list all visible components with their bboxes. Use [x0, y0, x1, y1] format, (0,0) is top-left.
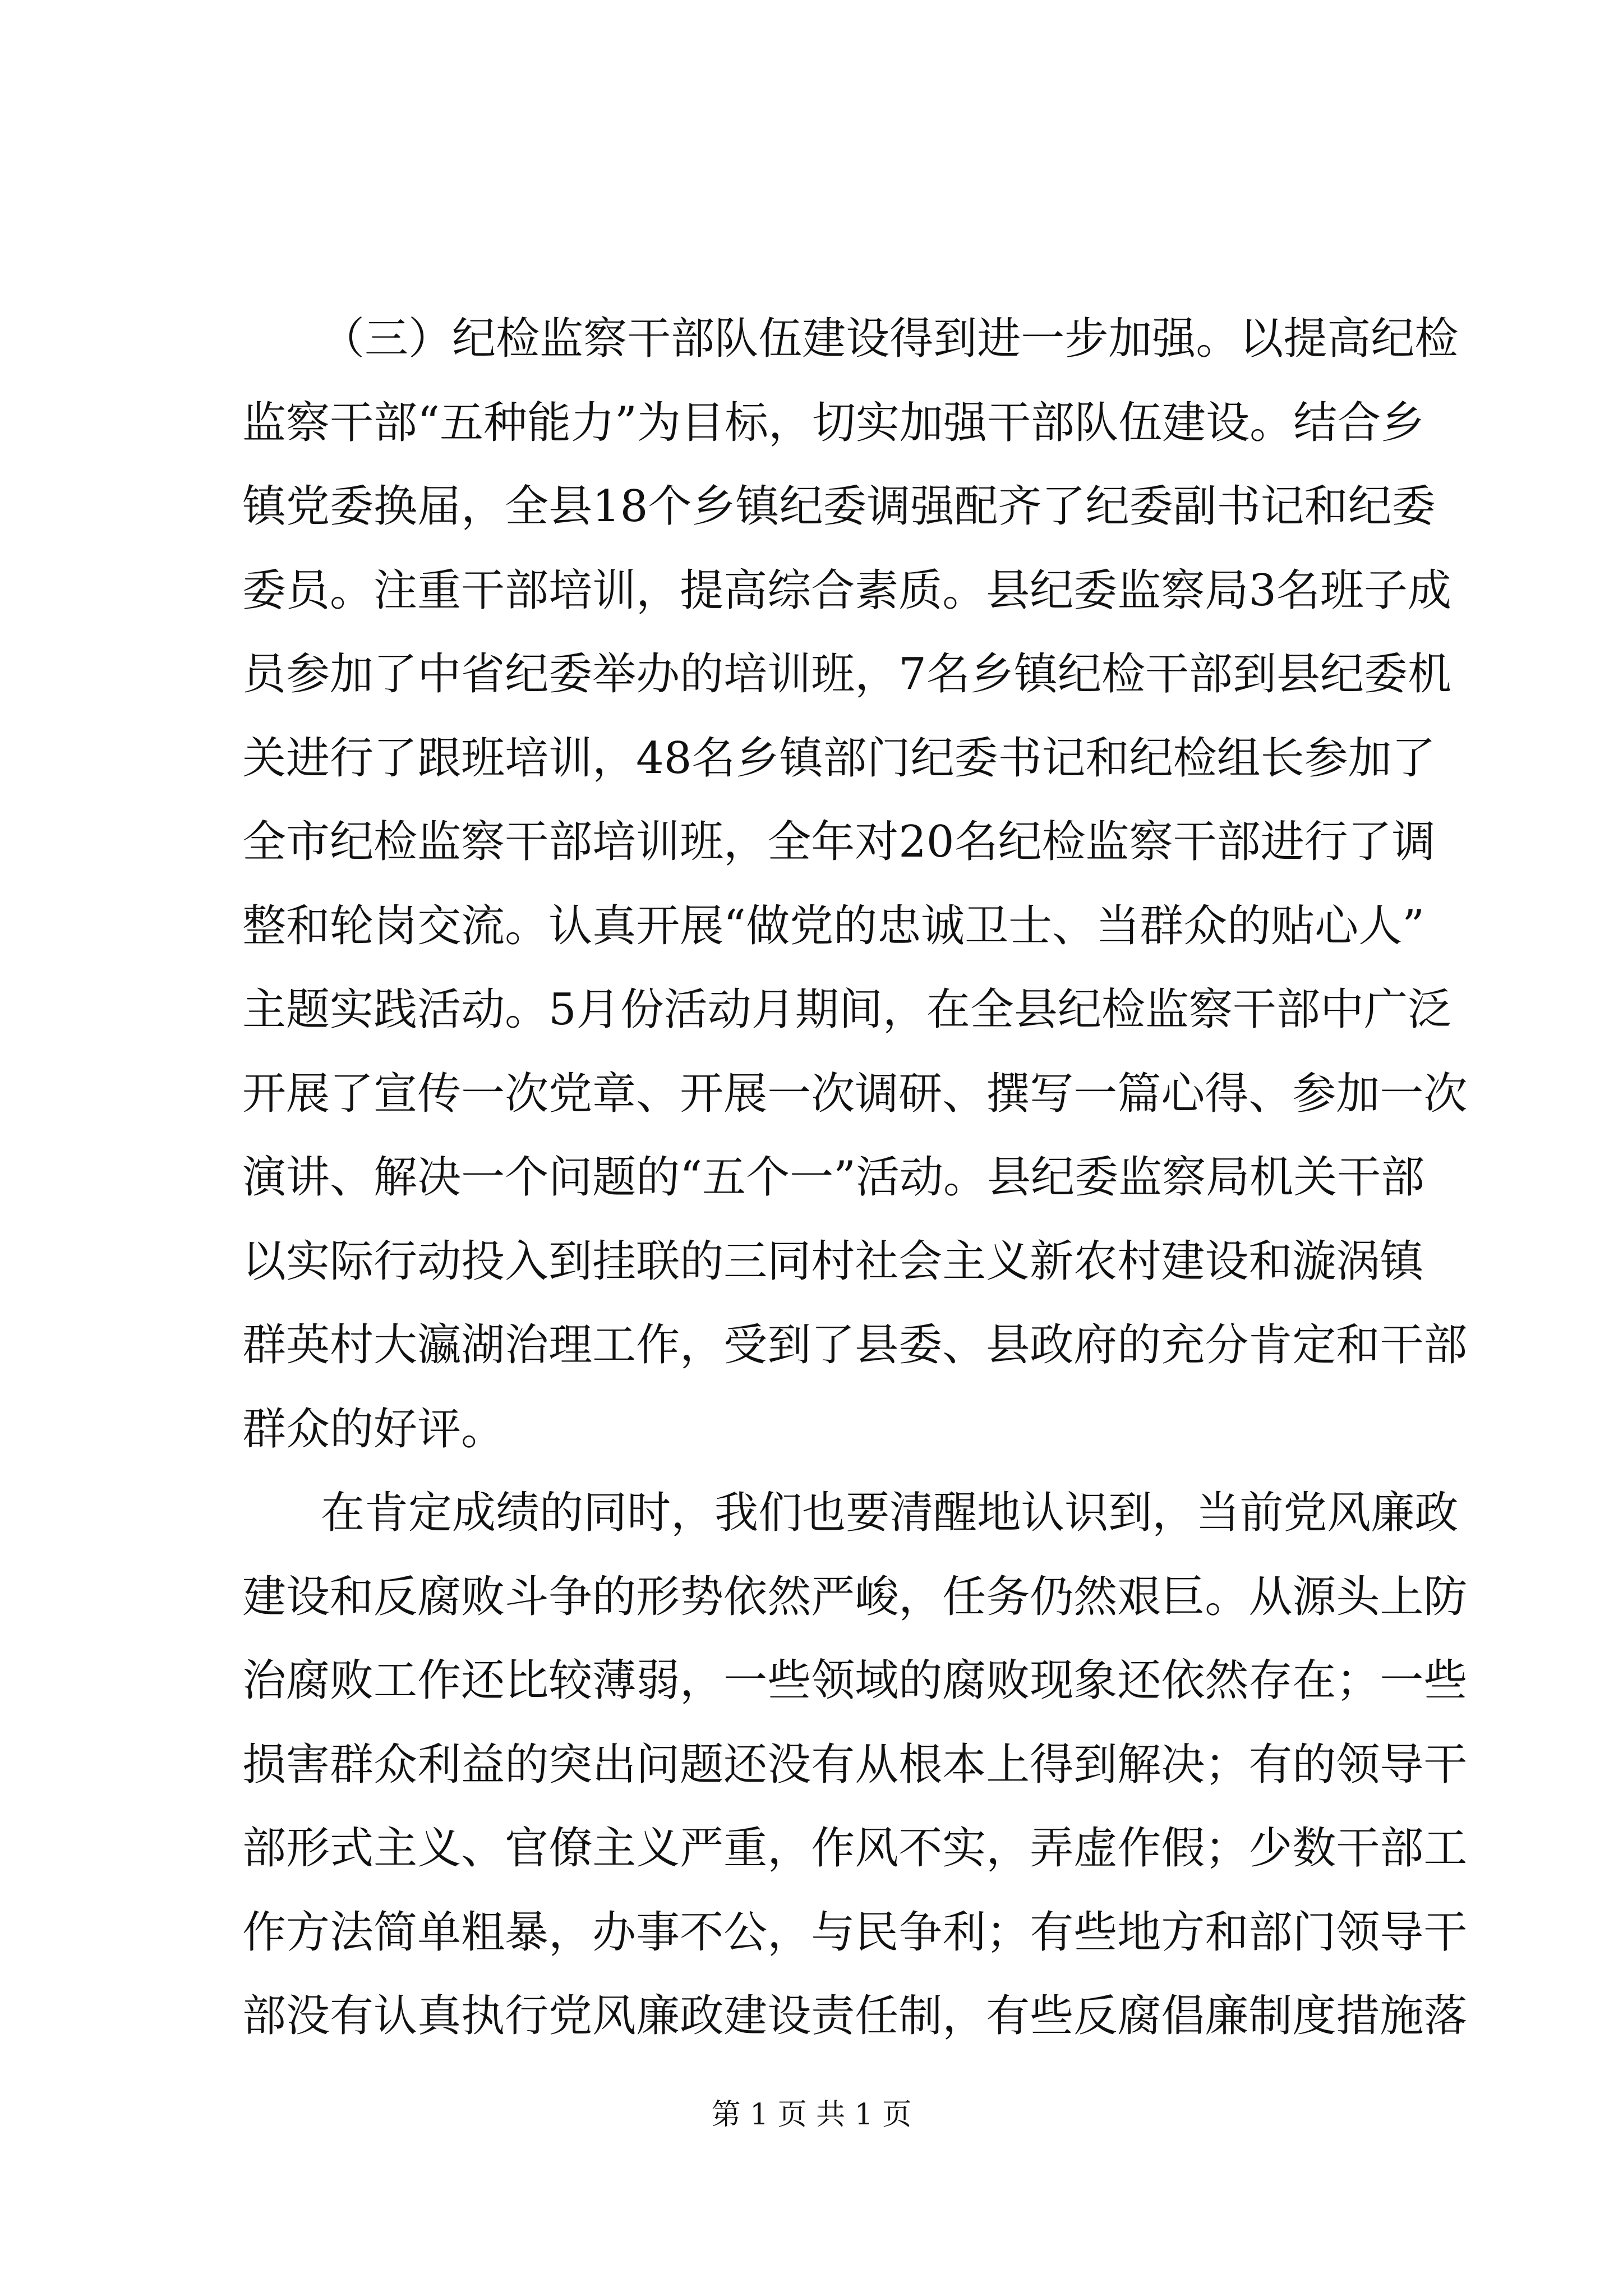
- text-line: 部 形 式 主 义 、 官 僚 主 义 严 重 ， 作 风 不 实 ， 弄 虚 作 假 ； 少 数 干 部 工: [242, 1823, 1468, 1874]
- text-line: 治 腐 败 工 作 还 比 较 薄 弱 ， 一 些 领 域 的 腐 败 现 象 还 依 然 存 在 ； 一 些: [242, 1655, 1468, 1706]
- text-line: 以 实 际 行 动 投 入 到 挂 联 的 三 同 村 社 会 主 义 新 农 村 建 设 和 漩 涡 镇: [242, 1236, 1424, 1287]
- text-line: 员 参 加 了 中 省 纪 委 举 办 的 培 训 班 ， 7 名 乡 镇 纪 检 干 部 到 县 纪 委 机: [242, 649, 1452, 700]
- text-line: 在 肯 定 成 绩 的 同 时 ， 我 们 也 要 清 醒 地 认 识 到 ， 当 前 党 风 廉 政: [321, 1488, 1459, 1538]
- text-line: 镇 党 委 换 届 ， 全 县 18 个 乡 镇 纪 委 调 强 配 齐 了 纪 委 副 书 记 和 纪 委: [242, 481, 1436, 532]
- text-line: 作 方 法 简 单 粗 暴 ， 办 事 不 公 ， 与 民 争 利 ； 有 些 地 方 和 部 门 领 导 干: [242, 1907, 1468, 1958]
- text-line: 群众的好评。: [242, 1404, 505, 1455]
- text-line: （ 三 ） 纪 检 监 察 干 部 队 伍 建 设 得 到 进 一 步 加 强 。 以 提 高 纪 检: [321, 314, 1459, 364]
- text-line: 委 员 。 注 重 干 部 培 训 ， 提 高 综 合 素 质 。 县 纪 委 监 察 局 3 名 班 子 成: [242, 565, 1452, 616]
- document-body: [242, 297, 1468, 2059]
- text-line: 群 英 村 大 瀛 湖 治 理 工 作 ， 受 到 了 县 委 、 县 政 府 的 充 分 肯 定 和 干 部: [242, 1320, 1468, 1370]
- text-line: 监 察 干 部 “ 五 种 能 力 ” 为 目 标 ， 切 实 加 强 干 部 队 伍 建 设 。 结 合 乡: [242, 397, 1425, 448]
- text-line: 建 设 和 反 腐 败 斗 争 的 形 势 依 然 严 峻 ， 任 务 仍 然 艰 巨 。 从 源 头 上 防: [242, 1571, 1468, 1622]
- text-line: 关 进 行 了 跟 班 培 训 ， 48 名 乡 镇 部 门 纪 委 书 记 和 纪 检 组 长 参 加 了: [242, 733, 1436, 784]
- text-line: 演 讲 、 解 决 一 个 问 题 的 “ 五 个 一 ” 活 动 。 县 纪 委 监 察 局 机 关 干 部: [242, 1152, 1425, 1203]
- text-line: 整 和 轮 岗 交 流 。 认 真 开 展 “ 做 党 的 忠 诚 卫 士 、 当 群 众 的 贴 心 人 ”: [242, 900, 1425, 951]
- text-line: 部 没 有 认 真 执 行 党 风 廉 政 建 设 责 任 制 ， 有 些 反 腐 倡 廉 制 度 措 施 落: [242, 1991, 1468, 2041]
- text-line: 主 题 实 践 活 动 。 5 月 份 活 动 月 期 间 ， 在 全 县 纪 检 监 察 干 部 中 广 泛: [242, 984, 1452, 1035]
- text-line: 开 展 了 宣 传 一 次 党 章 、 开 展 一 次 调 研 、 撰 写 一 篇 心 得 、 参 加 一 次: [242, 1068, 1468, 1119]
- text-line: 损 害 群 众 利 益 的 突 出 问 题 还 没 有 从 根 本 上 得 到 解 决 ； 有 的 领 导 干: [242, 1739, 1468, 1790]
- page-footer: 第 1 页 共 1 页: [711, 2098, 912, 2132]
- text-line: 全 市 纪 检 监 察 干 部 培 训 班 ， 全 年 对 20 名 纪 检 监 察 干 部 进 行 了 调: [242, 817, 1436, 867]
